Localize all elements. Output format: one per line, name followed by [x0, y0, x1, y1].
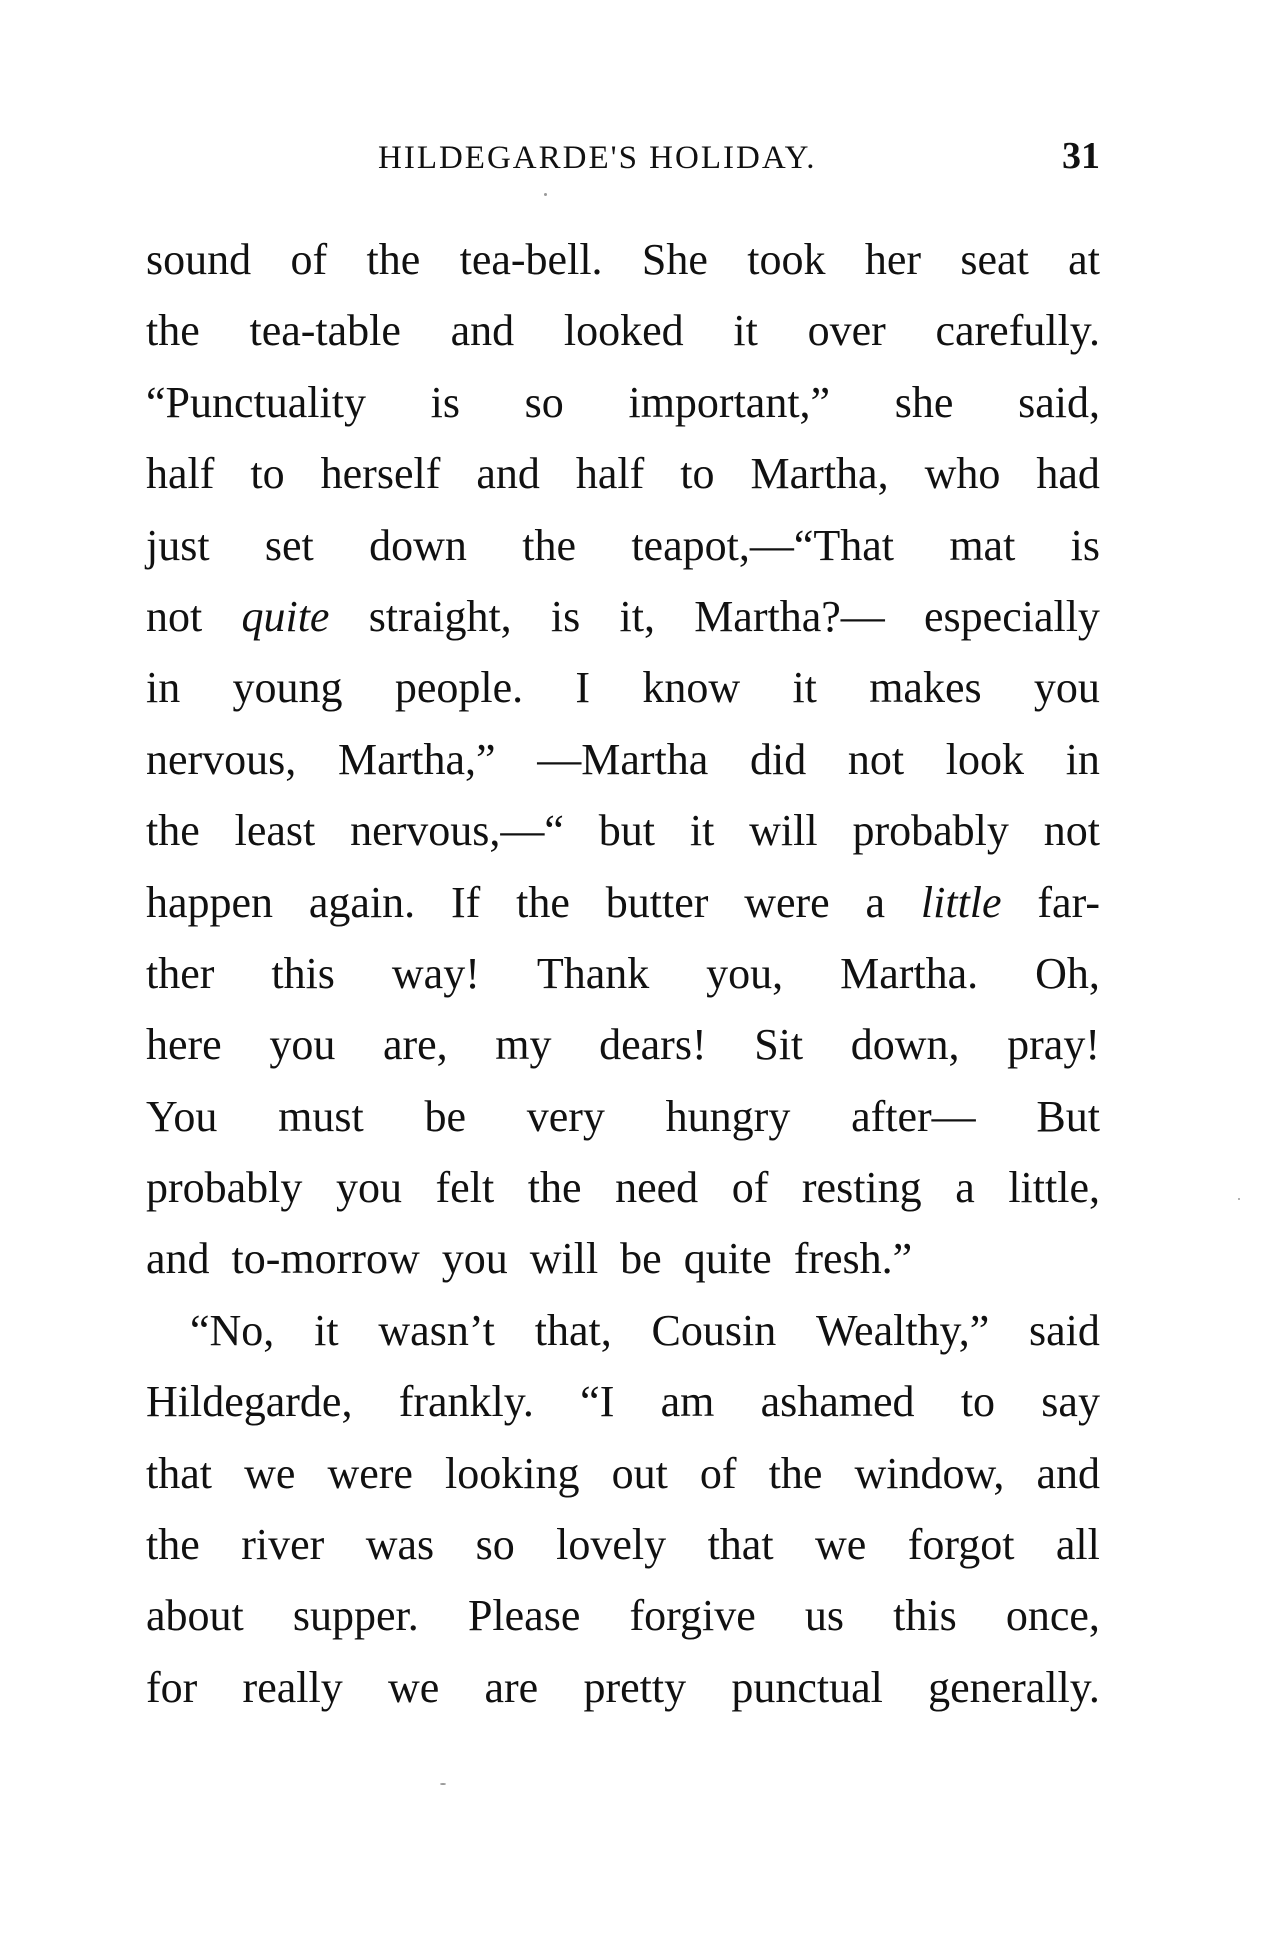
word: not: [1043, 806, 1100, 856]
word: said,: [1018, 377, 1100, 427]
word: about: [146, 1591, 244, 1641]
word: the: [768, 1448, 823, 1498]
text-line: [146, 581, 1100, 652]
word: after—: [851, 1091, 976, 1141]
word: window,: [854, 1448, 1005, 1498]
word: herself: [320, 449, 441, 499]
word: looked: [563, 306, 684, 356]
word: she: [894, 377, 954, 427]
word: quite: [241, 591, 330, 641]
word: really: [242, 1662, 343, 1712]
word: it: [792, 663, 817, 713]
word: You: [146, 1091, 218, 1141]
text-line: [146, 1223, 1100, 1294]
word: that: [146, 1448, 212, 1498]
word: and: [146, 1234, 210, 1284]
word: the: [146, 1520, 200, 1570]
word: way!: [391, 948, 480, 998]
word: “Punctuality: [146, 377, 366, 427]
word: least: [234, 806, 316, 856]
word: you: [441, 1234, 508, 1284]
word: will: [749, 806, 818, 856]
word: But: [1036, 1091, 1100, 1141]
word: the: [516, 877, 570, 927]
word: were: [327, 1448, 413, 1498]
word: of: [731, 1163, 769, 1213]
word: ther: [146, 948, 215, 998]
word: were: [744, 877, 830, 927]
word: is: [550, 591, 581, 641]
word: need: [615, 1163, 699, 1213]
text-line: [146, 1152, 1100, 1223]
text-line: [146, 1438, 1100, 1509]
word: half: [575, 449, 645, 499]
word: tea-table: [249, 306, 401, 356]
text-line: [146, 1081, 1100, 1152]
word: little,: [1008, 1163, 1100, 1213]
word: generally.: [928, 1662, 1100, 1712]
word: know: [642, 663, 741, 713]
word: we: [814, 1520, 867, 1570]
text-line: [146, 510, 1100, 581]
word: my: [495, 1020, 552, 1070]
text-line: [146, 367, 1100, 438]
word: be: [424, 1091, 466, 1141]
word: be: [620, 1234, 662, 1284]
word: it: [314, 1305, 339, 1355]
word: just: [146, 520, 210, 570]
text-line: [146, 1509, 1100, 1580]
word: lovely: [556, 1520, 667, 1570]
word: us: [804, 1591, 845, 1641]
word: people.: [394, 663, 524, 713]
word: important,”: [628, 377, 831, 427]
word: Sit: [754, 1020, 804, 1070]
word: little: [920, 877, 1002, 927]
word: of: [699, 1448, 737, 1498]
word: mat: [949, 520, 1016, 570]
text-line: [146, 1366, 1100, 1437]
word: so: [524, 377, 564, 427]
word: and: [476, 449, 540, 499]
word: pretty: [583, 1662, 687, 1712]
word: tea-bell.: [459, 235, 603, 284]
word: we: [387, 1662, 440, 1712]
word: is: [1070, 520, 1100, 570]
word: here: [146, 1020, 222, 1070]
body-text: [146, 224, 1100, 1723]
word: say: [1041, 1377, 1100, 1427]
word: but: [598, 806, 656, 856]
word: Please: [467, 1591, 581, 1641]
word: so: [475, 1520, 515, 1570]
word: took: [747, 235, 826, 284]
word: the: [146, 806, 200, 856]
word: Oh,: [1035, 948, 1100, 998]
word: dears!: [599, 1020, 707, 1070]
word: to: [250, 449, 285, 499]
word: and: [450, 306, 515, 356]
word: will: [529, 1234, 599, 1284]
word: said: [1029, 1305, 1100, 1355]
word: that: [707, 1520, 774, 1570]
word: punctual: [731, 1662, 883, 1712]
word: in: [1065, 734, 1100, 784]
text-line: [146, 795, 1100, 866]
word: a: [955, 1163, 975, 1213]
word: Cousin: [651, 1305, 777, 1355]
word: it: [733, 306, 758, 356]
word: probably: [852, 806, 1009, 856]
word: frankly.: [398, 1377, 534, 1427]
word: not: [847, 734, 905, 784]
word: who: [924, 449, 1001, 499]
word: Martha,: [750, 449, 889, 499]
word: a: [865, 877, 886, 927]
word: far-: [1037, 877, 1100, 927]
running-head-title: HILDEGARDE'S HOLIDAY.: [378, 140, 817, 176]
word: in: [146, 663, 181, 713]
word: supper.: [292, 1591, 419, 1641]
word: to: [680, 449, 715, 499]
word: straight,: [368, 591, 512, 641]
word: looking: [445, 1448, 580, 1498]
word: we: [244, 1448, 296, 1498]
word: half: [146, 449, 215, 499]
word: makes: [869, 663, 982, 713]
word: it,: [619, 591, 655, 641]
word: you,: [706, 948, 784, 998]
text-line: [146, 1652, 1100, 1723]
word: is: [430, 377, 460, 427]
word: young: [232, 663, 343, 713]
word: you: [335, 1163, 402, 1213]
word: seat: [960, 235, 1029, 284]
word: the: [527, 1163, 582, 1213]
word: hungry: [665, 1091, 791, 1141]
word: that,: [534, 1305, 612, 1355]
word: did: [749, 734, 807, 784]
word: again.: [308, 877, 416, 927]
paper-speck: [440, 1783, 446, 1785]
word: this: [271, 948, 335, 998]
word: nervous,—“: [350, 806, 564, 856]
word: sound: [146, 235, 252, 284]
word: forgive: [629, 1591, 756, 1641]
page-number: 31: [1062, 135, 1100, 177]
word: are,: [382, 1020, 448, 1070]
text-line: [146, 938, 1100, 1009]
word: the: [366, 235, 421, 284]
word: felt: [435, 1163, 495, 1213]
word: carefully.: [935, 306, 1100, 356]
word: of: [290, 235, 328, 284]
word: the: [522, 520, 576, 570]
word: once,: [1005, 1591, 1100, 1641]
word: you: [269, 1020, 336, 1070]
word: quite: [683, 1234, 772, 1284]
word: butter: [605, 877, 709, 927]
word: out: [611, 1448, 668, 1498]
word: Martha?—: [694, 591, 885, 641]
text-line: [146, 1295, 1100, 1366]
word: especially: [924, 591, 1100, 641]
word: look: [945, 734, 1025, 784]
word: set: [264, 520, 314, 570]
word: are: [484, 1662, 539, 1712]
word: resting: [801, 1163, 922, 1213]
word: the: [146, 306, 200, 356]
word: all: [1055, 1520, 1100, 1570]
text-line: [146, 295, 1100, 366]
text-line: [146, 438, 1100, 509]
word: down,: [850, 1020, 960, 1070]
word: not: [146, 591, 203, 641]
word: for: [146, 1662, 198, 1712]
word: and: [1036, 1448, 1100, 1498]
word: her: [864, 235, 922, 284]
word: Wealthy,”: [816, 1305, 990, 1355]
word: fresh.”: [793, 1234, 913, 1284]
word: you: [1033, 663, 1100, 713]
word: forgot: [907, 1520, 1015, 1570]
word: must: [278, 1091, 364, 1141]
word: Thank: [536, 948, 650, 998]
word: “I: [580, 1377, 615, 1427]
word: at: [1068, 235, 1100, 284]
word: nervous,: [146, 734, 297, 784]
paper-speck: [544, 193, 547, 196]
word: to: [960, 1377, 996, 1427]
word: If: [451, 877, 481, 927]
word: wasn’t: [378, 1305, 495, 1355]
word: river: [241, 1520, 325, 1570]
word: am: [660, 1377, 715, 1427]
word: happen: [146, 877, 274, 927]
word: probably: [146, 1163, 303, 1213]
text-line: [146, 652, 1100, 723]
word: pray!: [1007, 1020, 1100, 1070]
word: very: [526, 1091, 605, 1141]
word: was: [365, 1520, 435, 1570]
text-line: [146, 867, 1100, 938]
text-line: [146, 1580, 1100, 1651]
word: over: [807, 306, 886, 356]
word: Hildegarde,: [146, 1377, 353, 1427]
text-line: [146, 224, 1100, 295]
word: Martha,”: [337, 734, 496, 784]
word: down: [369, 520, 467, 570]
word: teapot,—“That: [631, 520, 894, 570]
word: —Martha: [537, 734, 709, 784]
word: it: [689, 806, 715, 856]
word: “No,: [190, 1305, 275, 1355]
paper-speck: [1238, 1198, 1240, 1200]
word: I: [575, 663, 591, 713]
word: ashamed: [760, 1377, 915, 1427]
text-line: [146, 1009, 1100, 1080]
word: Martha.: [840, 948, 979, 998]
word: to-morrow: [231, 1234, 420, 1284]
word: She: [641, 235, 708, 284]
word: had: [1036, 449, 1100, 499]
text-line: [146, 724, 1100, 795]
word: this: [893, 1591, 957, 1641]
